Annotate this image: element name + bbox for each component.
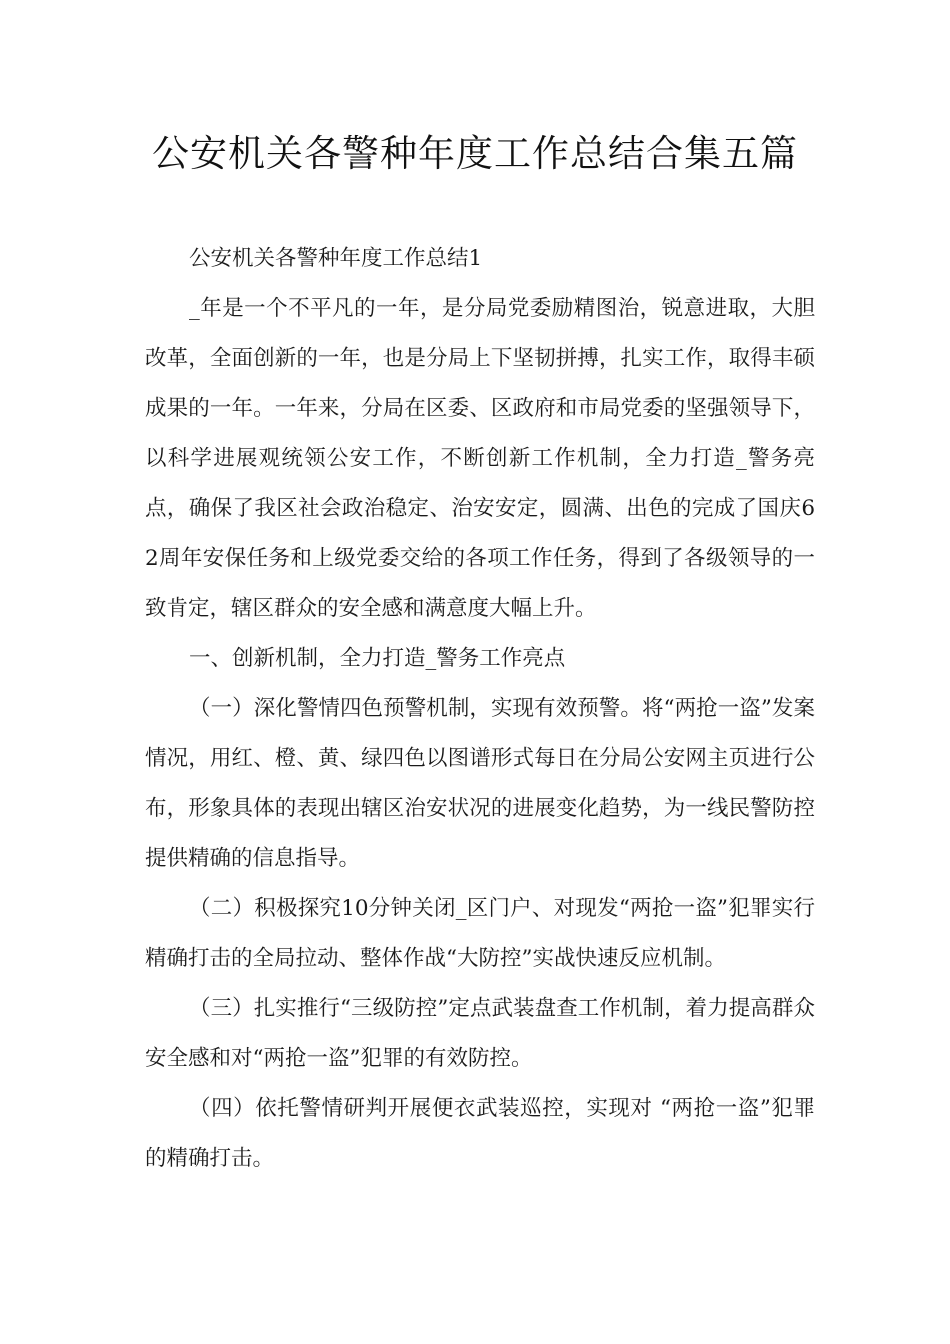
paragraph: （四）依托警情研判开展便衣武装巡控，实现对 “两抢一盗”犯罪的精确打击。 bbox=[145, 1096, 815, 1171]
document-title: 公安机关各警种年度工作总结合集五篇 bbox=[152, 132, 798, 175]
section-heading: 公安机关各警种年度工作总结1 bbox=[189, 246, 483, 271]
paragraph: _年是一个不平凡的一年，是分局党委励精图治，锐意进取，大胆改革，全面创新的一年，也是分局上下坚韧拼搏，扎实工作，取得丰硕成果的一年。一年来，分局在区委、区政府和市局党委的坚强领导下，以科学进展观统领公安工作，不断创新工作机制，全力打造_警务亮点，确保了我区社会政治稳定、治安安定，圆满、出色的完成了国庆62周年安保任务和上级党委交给的各项工作任务，得到了各级领导的一致肯定，辖区群众的安全感和满意度大幅上升。 bbox=[145, 296, 815, 621]
document-body bbox=[145, 234, 815, 1184]
paragraph: （二）积极探究10分钟关闭_区门户、对现发“两抢一盗”犯罪实行精确打击的全局拉动、整体作战“大防控”实战快速反应机制。 bbox=[145, 896, 815, 971]
section-heading: 一、创新机制，全力打造_警务工作亮点 bbox=[189, 646, 566, 671]
paragraph: （三）扎实推行“三级防控”定点武装盘查工作机制，着力提高群众安全感和对“两抢一盗”犯罪的有效防控。 bbox=[145, 996, 815, 1071]
paragraph: （一）深化警情四色预警机制，实现有效预警。将“两抢一盗”发案情况，用红、橙、黄、绿四色以图谱形式每日在分局公安网主页进行公布，形象具体的表现出辖区治安状况的进展变化趋势，为一线民警防控提供精确的信息指导。 bbox=[145, 696, 815, 871]
